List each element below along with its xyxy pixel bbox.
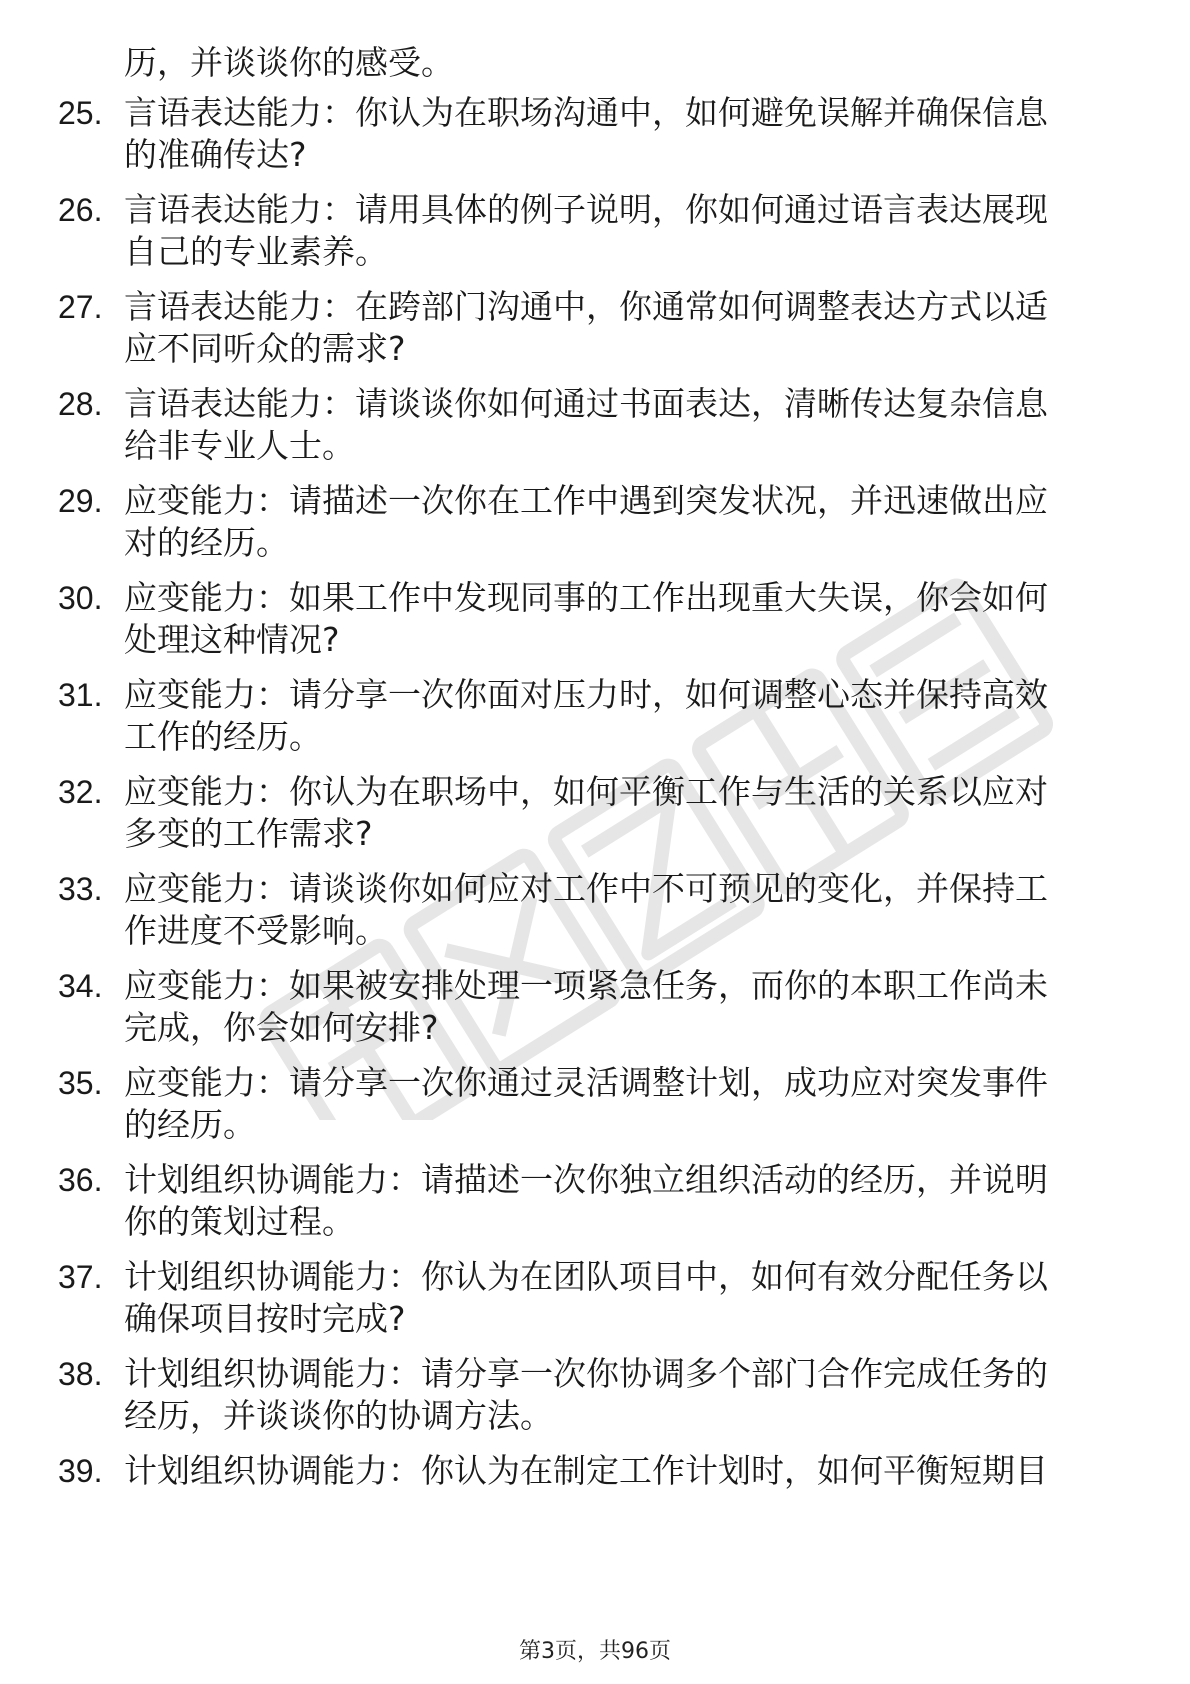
question-text-line: 应变能力：请描述一次你在工作中遇到突发状况，并迅速做出应	[124, 481, 1048, 520]
question-item	[58, 1450, 1118, 1492]
continuation-text: 历，并谈谈你的感受。	[124, 43, 454, 82]
question-item	[58, 480, 1118, 564]
question-text-line: 处理这种情况?	[124, 620, 340, 659]
question-number: 29.	[58, 483, 103, 519]
question-item	[58, 383, 1118, 467]
question-text-line: 应变能力：你认为在职场中，如何平衡工作与生活的关系以应对	[124, 772, 1048, 811]
question-text	[124, 771, 1094, 855]
question-text	[124, 189, 1094, 273]
question-text-line: 你的策划过程。	[124, 1202, 355, 1241]
question-item	[58, 1062, 1118, 1146]
question-number: 34.	[58, 968, 103, 1004]
question-text-line: 言语表达能力：请用具体的例子说明，你如何通过语言表达展现	[124, 190, 1048, 229]
question-text-line: 应变能力：请分享一次你通过灵活调整计划，成功应对突发事件	[124, 1063, 1048, 1102]
question-text-line: 计划组织协调能力：请描述一次你独立组织活动的经历，并说明	[124, 1160, 1048, 1199]
question-text-line: 言语表达能力：你认为在职场沟通中，如何避免误解并确保信息	[124, 93, 1048, 132]
question-list-content	[58, 42, 1118, 1505]
question-text-line: 对的经历。	[124, 523, 289, 562]
question-text	[124, 480, 1094, 564]
question-text-line: 的经历。	[124, 1105, 256, 1144]
question-number: 25.	[58, 95, 103, 131]
question-text-line: 经历，并谈谈你的协调方法。	[124, 1396, 553, 1435]
question-text-line: 言语表达能力：请谈谈你如何通过书面表达，清晰传达复杂信息	[124, 384, 1048, 423]
question-text-line: 自己的专业素养。	[124, 232, 388, 271]
question-text	[124, 965, 1094, 1049]
question-number: 27.	[58, 289, 103, 325]
question-item	[58, 965, 1118, 1049]
question-text	[124, 383, 1094, 467]
question-text	[124, 286, 1094, 370]
question-item	[58, 189, 1118, 273]
question-number: 35.	[58, 1065, 103, 1101]
question-text-line: 给非专业人士。	[124, 426, 355, 465]
question-item	[58, 1256, 1118, 1340]
question-text	[124, 1062, 1094, 1146]
question-text-line: 工作的经历。	[124, 717, 322, 756]
question-text-line: 的准确传达?	[124, 135, 307, 174]
question-text	[124, 1159, 1094, 1243]
question-text-line: 计划组织协调能力：你认为在制定工作计划时，如何平衡短期目	[124, 1451, 1048, 1490]
question-text	[124, 674, 1094, 758]
question-item	[58, 674, 1118, 758]
question-text-line: 言语表达能力：在跨部门沟通中，你通常如何调整表达方式以适	[124, 287, 1048, 326]
question-number: 39.	[58, 1453, 103, 1489]
question-item	[58, 868, 1118, 952]
question-list	[58, 92, 1118, 1492]
question-number: 33.	[58, 871, 103, 907]
question-number: 26.	[58, 192, 103, 228]
question-text-line: 计划组织协调能力：你认为在团队项目中，如何有效分配任务以	[124, 1257, 1048, 1296]
question-item	[58, 1159, 1118, 1243]
question-number: 28.	[58, 386, 103, 422]
question-text	[124, 868, 1094, 952]
page-footer: 第3页，共96页	[519, 1639, 671, 1664]
question-text	[124, 1353, 1094, 1437]
question-item	[58, 771, 1118, 855]
question-text	[124, 577, 1094, 661]
question-number: 32.	[58, 774, 103, 810]
question-item	[58, 286, 1118, 370]
question-item	[58, 92, 1118, 176]
question-text-line: 计划组织协调能力：请分享一次你协调多个部门合作完成任务的	[124, 1354, 1048, 1393]
question-text	[124, 92, 1094, 176]
question-text	[124, 1450, 1094, 1492]
question-text-line: 完成，你会如何安排?	[124, 1008, 439, 1047]
question-text-line: 确保项目按时完成?	[124, 1299, 406, 1338]
question-number: 30.	[58, 580, 103, 616]
question-text-line: 应不同听众的需求?	[124, 329, 406, 368]
question-text-line: 应变能力：请谈谈你如何应对工作中不可预见的变化，并保持工	[124, 869, 1048, 908]
question-item	[58, 577, 1118, 661]
question-number: 37.	[58, 1259, 103, 1295]
question-text-line: 应变能力：请分享一次你面对压力时，如何调整心态并保持高效	[124, 675, 1048, 714]
question-number: 38.	[58, 1356, 103, 1392]
question-number: 36.	[58, 1162, 103, 1198]
question-text-line: 作进度不受影响。	[124, 911, 388, 950]
question-text-line: 应变能力：如果工作中发现同事的工作出现重大失误，你会如何	[124, 578, 1048, 617]
question-text-line: 多变的工作需求?	[124, 814, 373, 853]
question-text	[124, 1256, 1094, 1340]
question-number: 31.	[58, 677, 103, 713]
question-text-line: 应变能力：如果被安排处理一项紧急任务，而你的本职工作尚未	[124, 966, 1048, 1005]
question-item	[58, 1353, 1118, 1437]
